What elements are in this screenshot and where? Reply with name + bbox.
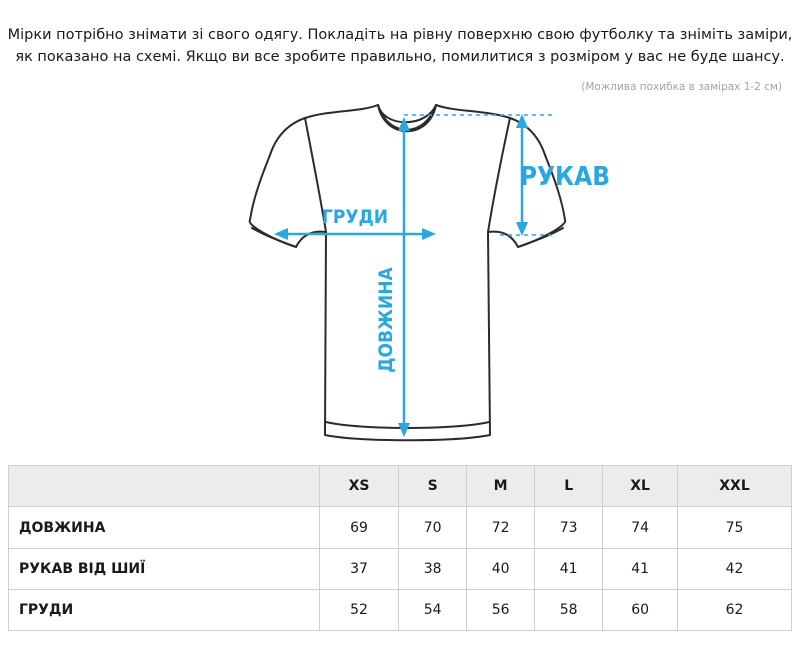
tshirt-outline	[250, 105, 566, 440]
size-header-s: S	[399, 466, 467, 507]
size-header-xl: XL	[603, 466, 678, 507]
table-cell: 58	[535, 590, 603, 631]
tshirt-measurement-diagram	[200, 100, 620, 455]
table-row	[9, 549, 792, 590]
intro-line-1: Мірки потрібно знімати зі свого одягу. Покладіть на рівну поверхню свою футболку та зніміть заміри,	[7, 27, 793, 43]
size-header-m: M	[467, 466, 535, 507]
table-cell: 73	[535, 507, 603, 549]
size-header-xxl: XXL	[678, 466, 792, 507]
table-cell: 41	[535, 549, 603, 590]
measurement-error-note: (Можлива похибка в замірах 1-2 см)	[581, 81, 782, 93]
table-cell: 37	[320, 549, 399, 590]
length-measure	[398, 117, 410, 437]
sleeve-label: РУКАВ	[519, 162, 611, 192]
row-label: ГРУДИ	[9, 590, 320, 631]
intro-text	[0, 24, 800, 68]
length-label: ДОВЖИНА	[375, 267, 397, 373]
table-cell: 62	[678, 590, 792, 631]
table-cell: 38	[399, 549, 467, 590]
table-cell: 40	[467, 549, 535, 590]
table-cell: 70	[399, 507, 467, 549]
size-header-row	[9, 466, 792, 507]
table-cell: 52	[320, 590, 399, 631]
table-cell: 74	[603, 507, 678, 549]
table-cell: 54	[399, 590, 467, 631]
table-cell: 72	[467, 507, 535, 549]
table-cell: 41	[603, 549, 678, 590]
row-label: ДОВЖИНА	[9, 507, 320, 549]
intro-line-2: як показано на схемі. Якщо ви все зробите правильно, помилитися з розміром у вас не буде шансу.	[15, 49, 785, 65]
size-header-l: L	[535, 466, 603, 507]
row-label: РУКАВ ВІД ШИЇ	[9, 549, 320, 590]
size-header-corner	[9, 466, 320, 507]
table-row	[9, 590, 792, 631]
chest-measure	[274, 228, 436, 240]
size-table	[8, 465, 792, 631]
chest-label: ГРУДИ	[321, 206, 389, 228]
table-cell: 75	[678, 507, 792, 549]
size-header-xs: XS	[320, 466, 399, 507]
table-row	[9, 507, 792, 549]
table-cell: 42	[678, 549, 792, 590]
table-cell: 56	[467, 590, 535, 631]
table-cell: 69	[320, 507, 399, 549]
table-cell: 60	[603, 590, 678, 631]
